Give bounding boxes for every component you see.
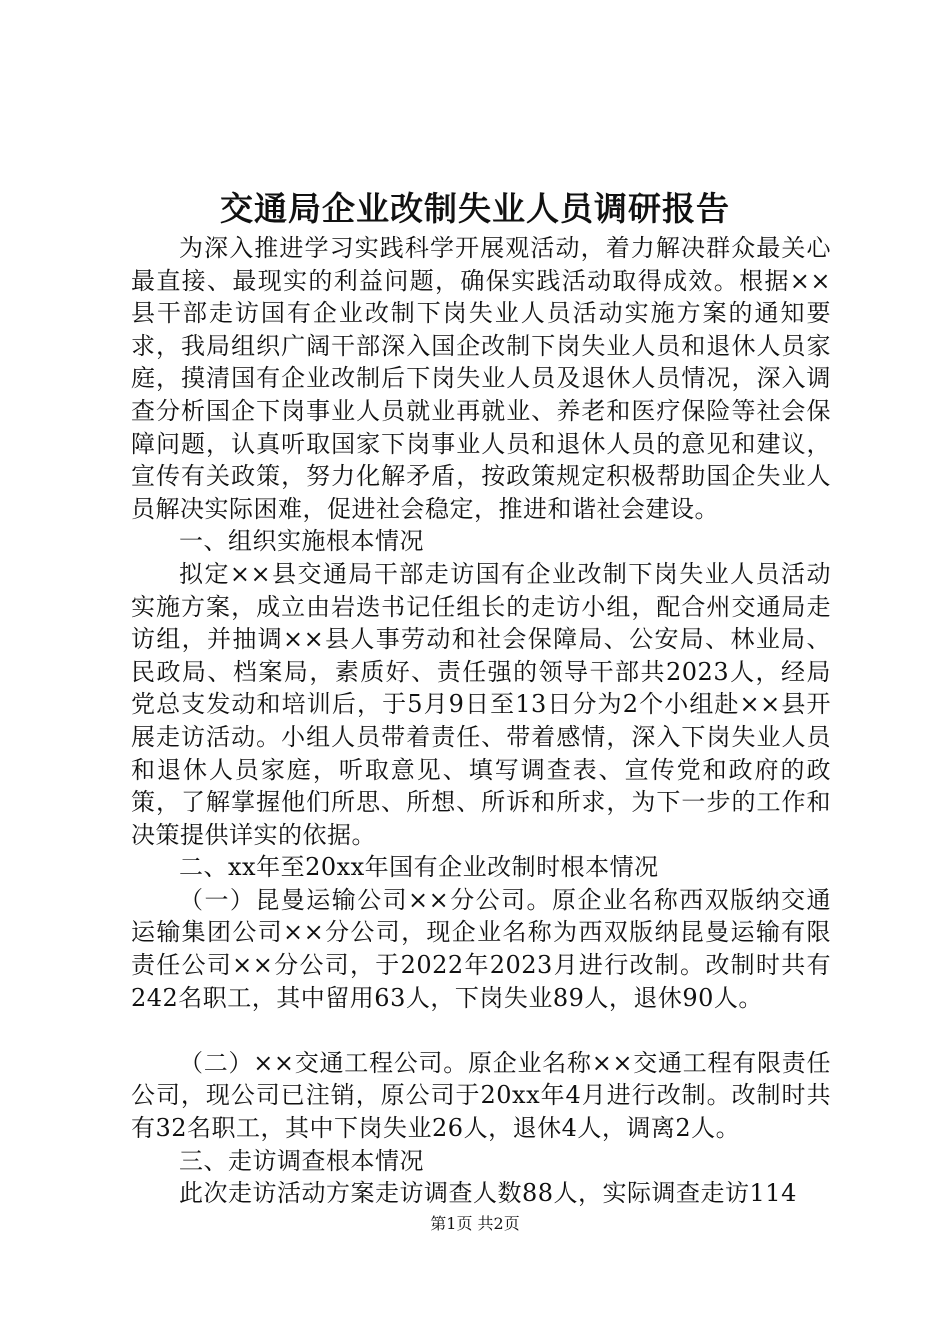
document-title: 交通局企业改制失业人员调研报告 [220, 189, 730, 228]
document-body [131, 232, 831, 1210]
section-heading-3: 三、走访调查根本情况 [179, 1146, 424, 1175]
section-1-paragraph: 拟定××县交通局干部走访国有企业改制下岗失业人员活动实施方案，成立由岩迭书记任组长的走访小组，配合州交通局走访组，并抽调××县人事劳动和社会保障局、公安局、林业局、民政局、档案局，素质好、责任强的领导干部共2023人，经局党总支发动和培训后，于5月9日至13日分为2个小组赴××县开展走访活动。小组人员带着责任、带着感情，深入下岗失业人员和退休人员家庭，听取意见、填写调查表、宣传党和政府的政策，了解掌握他们所思、所想、所诉和所求，为下一步的工作和决策提供详实的依据。 [131, 559, 831, 849]
page-footer: 第1页 共2页 [430, 1214, 520, 1233]
section-3-paragraph: 此次走访活动方案走访调查人数88人，实际调查走访114 [179, 1179, 797, 1208]
subsection-1-paragraph: （一）昆曼运输公司××分公司。原企业名称西双版纳交通运输集团公司××分公司，现企业名称为西双版纳昆曼运输有限责任公司××分公司，于2022年2023月进行改制。改制时共有242名职工，其中留用63人，下岗失业89人，退休90人。 [131, 885, 831, 1012]
subsection-2-paragraph: （二）××交通工程公司。原企业名称××交通工程有限责任公司，现公司已注销，原公司于20xx年4月进行改制。改制时共有32名职工，其中下岗失业26人，退休4人，调离2人。 [131, 1048, 831, 1143]
section-heading-1: 一、组织实施根本情况 [179, 527, 424, 556]
intro-paragraph: 为深入推进学习实践科学开展观活动，着力解决群众最关心最直接、最现实的利益问题，确保实践活动取得成效。根据××县干部走访国有企业改制下岗失业人员活动实施方案的通知要求，我局组织广阔干部深入国企改制下岗失业人员和退休人员家庭，摸清国有企业改制后下岗失业人员及退休人员情况，深入调查分析国企下岗事业人员就业再就业、养老和医疗保险等社会保障问题，认真听取国家下岗事业人员和退休人员的意见和建议，宣传有关政策，努力化解矛盾，按政策规定积极帮助国企失业人员解决实际困难，促进社会稳定，推进和谐社会建设。 [131, 234, 831, 523]
section-heading-2: 二、xx年至20xx年国有企业改制时根本情况 [179, 853, 659, 882]
